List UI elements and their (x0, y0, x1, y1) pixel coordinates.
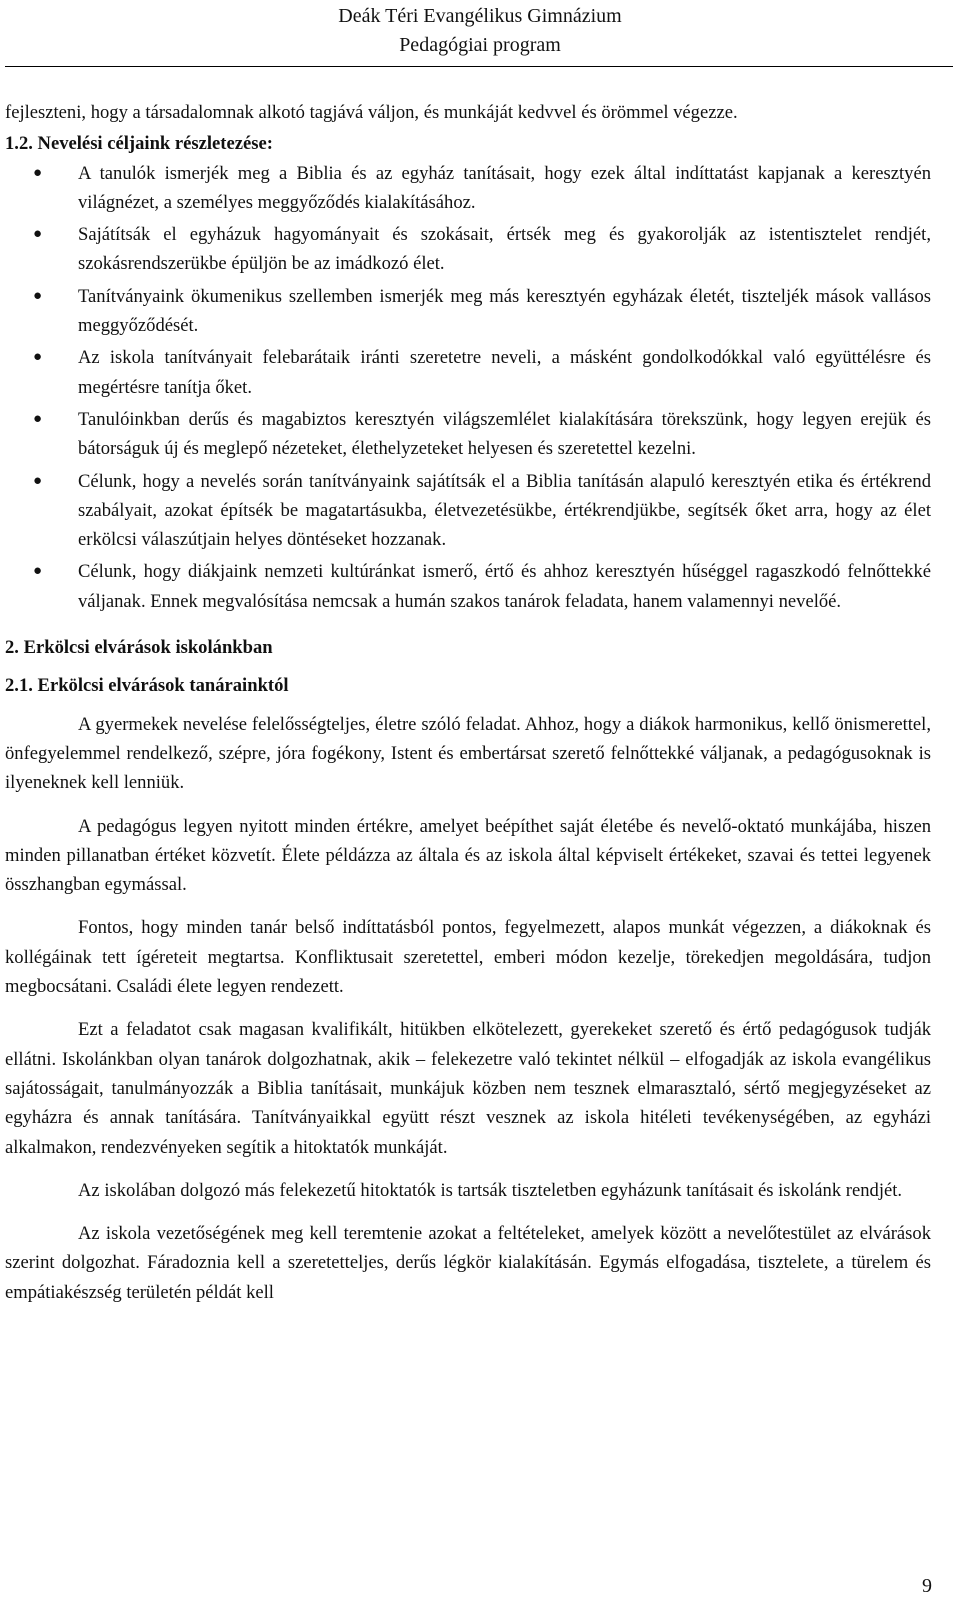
list-item: ● A tanulók ismerjék meg a Biblia és az egyház tanításait, hogy ezek által indíttatást kapjanak a keresztyén világnézet, a személyes meggyőződés kialakításához. (5, 159, 931, 218)
list-item: ● Az iskola tanítványait felebarátaik iránti szeretetre neveli, a másként gondolkodókkal való együttélésre és megértésre tanítja őket. (5, 343, 931, 402)
bullet-icon: ● (33, 563, 43, 580)
list-item: ● Célunk, hogy a nevelés során tanítványaink sajátítsák el a Biblia tanításán alapuló keresztyén etika és értékrend szabályait, azokat építsék be magatartásukba, életvezetésükbe, értékrendjükbe, segítsék őket arra, hogy az élet erkölcsi válaszútjain helyes döntéseket hozzanak. (5, 467, 931, 555)
bullet-icon: ● (33, 349, 43, 366)
bullet-icon: ● (33, 410, 43, 427)
list-item: ● Tanítványaink ökumenikus szellemben ismerjék meg más keresztyén egyházak életét, tiszteljék mások vallásos meggyőződését. (5, 282, 931, 341)
bullet-icon: ● (33, 226, 43, 243)
page-header (0, 2, 960, 60)
header-divider (5, 66, 953, 67)
body-paragraph: A gyermekek nevelése felelősségteljes, életre szóló feladat. Ahhoz, hogy a diákok harmonikus, kellő önismerettel, önfegyelemmel rendelkező, szépre, jóra fogékony, Istent és embertársat szerető felnőttekké váljanak, a pedagógusoknak is ilyeneknek kell lenniük. (5, 713, 931, 794)
intro-paragraph: fejleszteni, hogy a társadalomnak alkotó tagjává váljon, és munkáját kedvvel és örömmel végezze. (5, 102, 738, 123)
body-paragraph: A pedagógus legyen nyitott minden értékre, amelyet beépíthet saját életébe és nevelő-oktató munkájába, hiszen minden pillanatban értéket közvetít. Élete példázza az általa és az iskola által képviselt értékeket, szavai és tettei legyenek összhangban egymással. (5, 815, 931, 896)
body-paragraph: Ezt a feladatot csak magasan kvalifikált, hitükben elkötelezett, gyerekeket szerető és értő pedagógusok tudják ellátni. Iskolánkban olyan tanárok dolgozhatnak, akik – felekezetre való tekintet nélkül – elfogadják az iskola evangélikus sajátosságait, tanulmányozzák a Biblia tanításait, munkájuk közben nem tesznek elmarasztaló, sértő megjegyzéseket az egyházra és annak tanítására. Tanítványaikkal együtt részt vesznek az iskola hitéleti tevékenységében, az egyházi alkalmakon, rendezvényeken segítik a hitoktatók munkáját. (5, 1019, 931, 1158)
section-2-heading: 2. Erkölcsi elvárások iskolánkban (5, 637, 273, 659)
list-item: ● Sajátítsák el egyházuk hagyományait és szokásait, értsék meg és gyakorolják az istentisztelet rendjét, szokásrendszerükbe épüljön be az imádkozó élet. (5, 220, 931, 279)
bullet-icon: ● (33, 472, 43, 489)
body-paragraph: Az iskola vezetőségének meg kell teremtenie azokat a feltételeket, amelyek között a nevelőtestület az elvárások szerint dolgozhat. Fáradoznia kell a szeretetteljes, derűs légkör kialakításán. Egymás elfogadása, tisztelete, a türelem és empátiakészség területén példát kell (5, 1223, 931, 1303)
list-item: ● Tanulóinkban derűs és magabiztos keresztyén világszemlélet kialakítására törekszünk, hogy legyen erejük és bátorságuk új és meglepő nézeteket, élethelyzeteket helyesen és szeretettel kezelni. (5, 405, 931, 464)
section-1-2-heading: 1.2. Nevelési céljaink részletezése: (5, 133, 273, 155)
bullet-icon: ● (33, 164, 43, 181)
page-content (5, 98, 931, 1307)
body-paragraph: Az iskolában dolgozó más felekezetű hitoktatók is tartsák tiszteletben egyházunk tanításait és iskolánk rendjét. (78, 1179, 903, 1201)
body-paragraph: Fontos, hogy minden tanár belső indíttatásból pontos, fegyelmezett, alapos munkát végezzen, a diákoknak és kollégáinak tett ígéreteit megtartsa. Konfliktusait szeretettel, emberi módon kezelje, törekedjen megoldására, tudjon megbocsátani. Családi élete legyen rendezett. (5, 917, 931, 998)
school-name: Deák Téri Evangélikus Gimnázium (338, 5, 622, 27)
page-number: 9 (922, 1575, 932, 1597)
bullet-icon: ● (33, 287, 43, 304)
document-title: Pedagógiai program (399, 34, 561, 56)
list-item: ● Célunk, hogy diákjaink nemzeti kultúránkat ismerő, értő és ahhoz keresztyén hűséggel ragaszkodó felnőttekké váljanak. Ennek megvalósítása nemcsak a humán szakos tanárok feladata, hanem valamennyi nevelőé. (5, 557, 931, 616)
goals-list (5, 159, 931, 616)
section-2-1-heading: 2.1. Erkölcsi elvárások tanárainktól (5, 675, 289, 697)
